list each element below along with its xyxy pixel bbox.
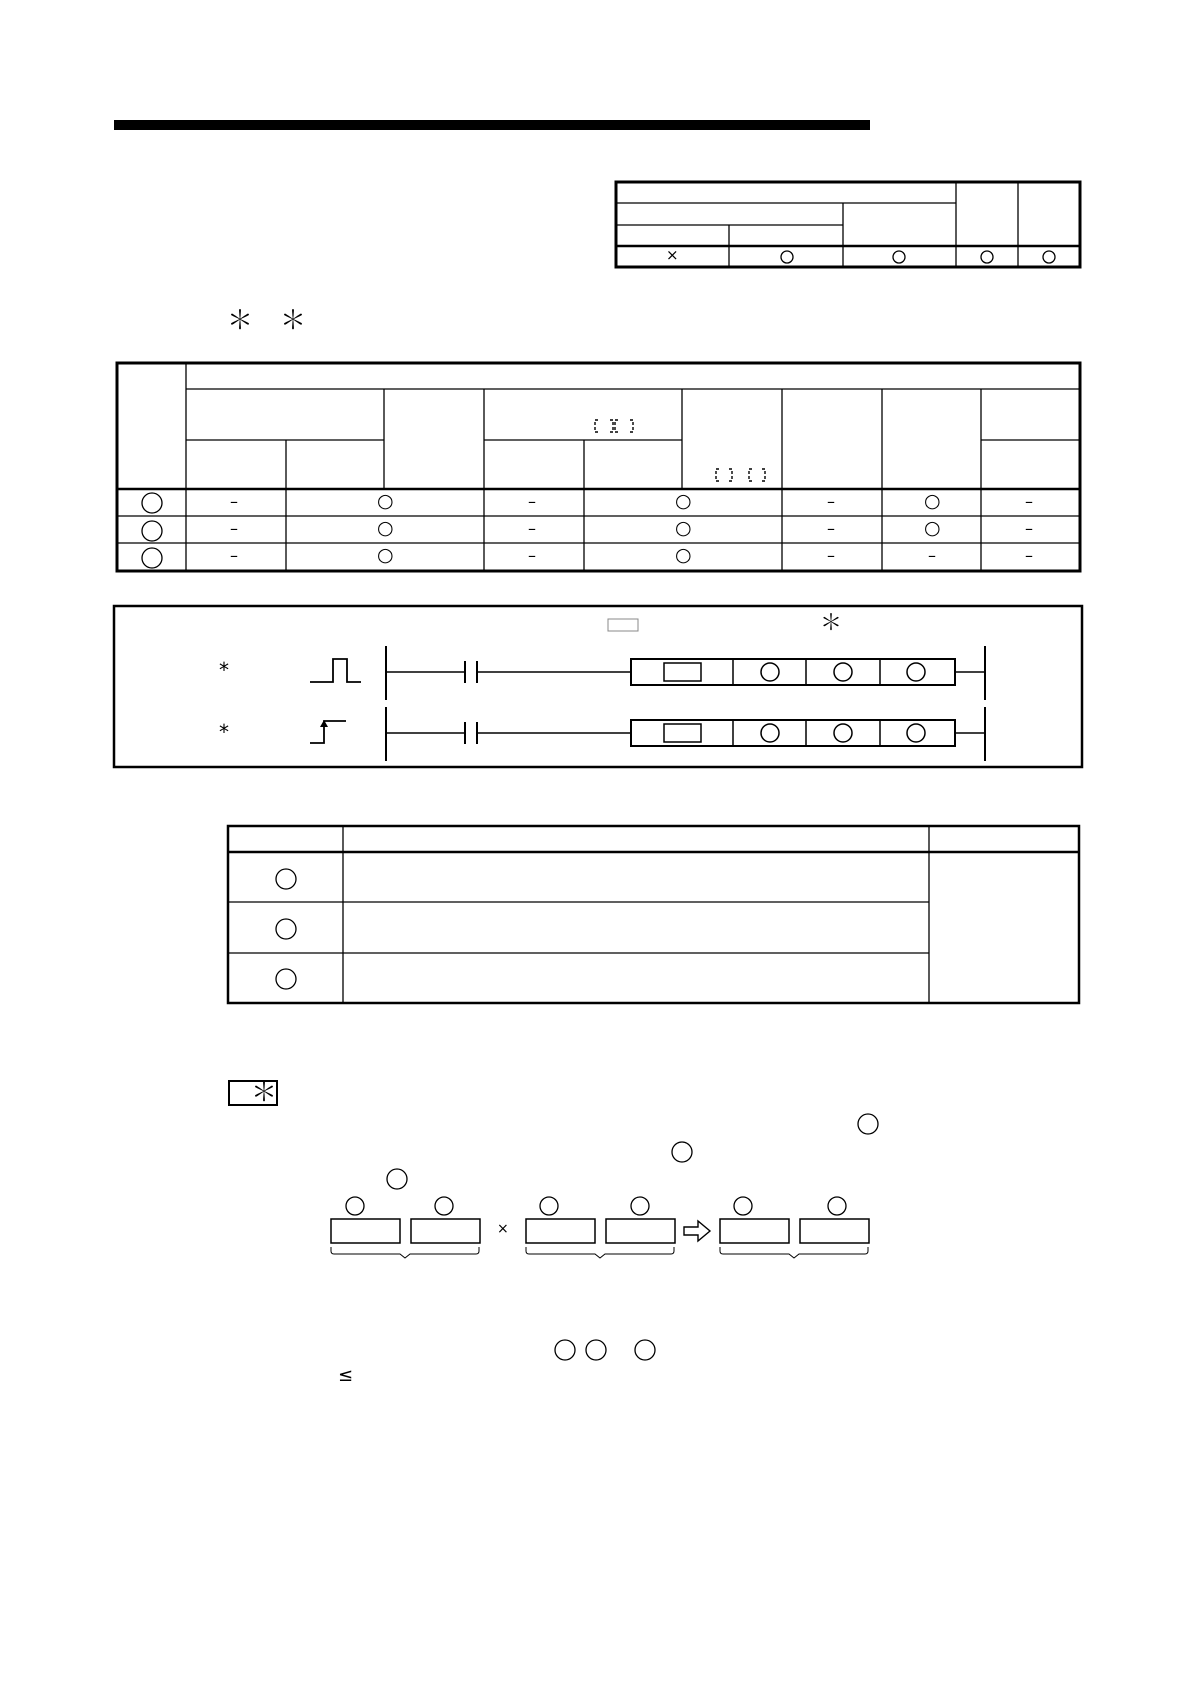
cpu-circle-1 — [781, 251, 793, 263]
desc-circle-1 — [858, 1114, 878, 1134]
row-circle-2 — [142, 521, 162, 541]
setting-circle-3 — [276, 969, 296, 989]
desc-circle-2 — [672, 1142, 692, 1162]
cpu-circle-3 — [981, 251, 993, 263]
row-circle-3 — [142, 548, 162, 568]
device-cell: – — [928, 546, 936, 565]
row-circle-1 — [142, 493, 162, 513]
less-equal-sign: ≤ — [338, 1365, 354, 1386]
device-cell: ○ — [377, 517, 394, 539]
device-cell: – — [1025, 546, 1033, 565]
device-cell: – — [230, 519, 238, 538]
device-cell: – — [827, 546, 835, 565]
ladder-legend-asterisk: ＊ — [820, 611, 843, 636]
device-cell: ○ — [675, 490, 692, 512]
setting-circle-2 — [276, 919, 296, 939]
operation-diagram — [331, 1197, 869, 1258]
device-cell: ○ — [675, 517, 692, 539]
cpu-circle-2 — [893, 251, 905, 263]
note-circle-3 — [635, 1340, 655, 1360]
device-cell: – — [528, 546, 536, 565]
device-cell: – — [1025, 519, 1033, 538]
cpu-cross-mark: × — [666, 246, 679, 264]
pulse-waveform-icon — [310, 659, 361, 682]
functions-marker-asterisk: ＊ — [251, 1078, 278, 1108]
setting-data-table — [228, 826, 1079, 1003]
rising-edge-icon — [310, 721, 346, 743]
multiply-sign: × — [497, 1221, 509, 1237]
device-cell: ○ — [924, 490, 941, 512]
brace-3 — [720, 1247, 868, 1258]
bracket-mark-1 — [595, 420, 633, 432]
ladder-row-marker-1: * — [219, 658, 229, 682]
note-circle-2 — [586, 1340, 606, 1360]
cpu-circle-4 — [1043, 251, 1055, 263]
ladder-row-marker-2: * — [219, 720, 229, 744]
ladder-diagram — [114, 606, 1082, 767]
header-rule — [114, 120, 870, 130]
asterisk-mark-1: ＊ — [227, 306, 254, 336]
bracket-mark-2 — [716, 469, 765, 481]
device-cell: – — [528, 492, 536, 511]
note-circle-1 — [555, 1340, 575, 1360]
device-cell: – — [528, 519, 536, 538]
brace-2 — [526, 1247, 674, 1258]
device-cell: – — [1025, 492, 1033, 511]
device-cell: ○ — [675, 544, 692, 566]
device-cell: ○ — [377, 544, 394, 566]
device-cell: ○ — [377, 490, 394, 512]
asterisk-mark-2: ＊ — [280, 306, 307, 336]
device-cell: – — [230, 546, 238, 565]
applicable-cpu-table — [616, 182, 1080, 267]
device-cell: ○ — [924, 517, 941, 539]
result-arrow-icon — [684, 1221, 710, 1241]
device-cell: – — [230, 492, 238, 511]
device-cell: – — [827, 492, 835, 511]
setting-circle-1 — [276, 869, 296, 889]
devices-table — [117, 363, 1080, 571]
brace-1 — [331, 1247, 479, 1258]
desc-circle-3 — [387, 1169, 407, 1189]
instruction-placeholder-legend — [608, 619, 638, 631]
device-cell: – — [827, 519, 835, 538]
